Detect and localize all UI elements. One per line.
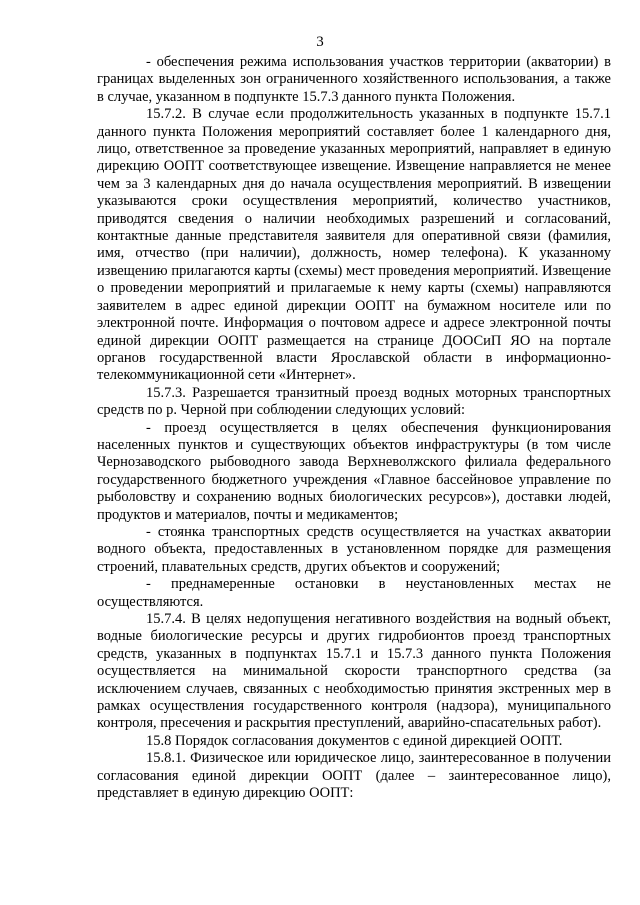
paragraph-bullet-parking: - стоянка транспортных средств осуществляется на участках акватории водного объекта, предоставленных в установленном порядке для размещения строений, плавательных средств, других объектов и сооружений; (97, 523, 611, 575)
paragraph-15-7-2: 15.7.2. В случае если продолжительность указанных в подпункте 15.7.1 данного пункта Положения мероприятий составляет более 1 календарного дня, лицо, ответственное за проведение указанных мероприятий, направляет в единую дирекцию ООПТ соответствующее извещение. Извещение направляется не менее чем за 3 календарных дня до начала осуществления мероприятий. В извещении указываются сроки осуществления мероприятий, количество участников, приводятся сведения о наличии необходимых разрешений и согласований, контактные данные представителя заявителя для оперативной связи (фамилия, имя, отчество (при наличии), должность, номер телефона). К указанному извещению прилагаются карты (схемы) мест проведения мероприятий. Извещение о проведении мероприятий и прилагаемые к нему карты (схемы) направляются заявителем в адрес единой дирекции ООПТ на бумажном носителе или по электронной почте. Информация о почтовом адресе и адресе электронной почты единой дирекции ООПТ размещается на странице ДООСиП ЯО на портале органов государственной власти Ярославской области в информационно-телекоммуникационной сети «Интернет». (97, 106, 611, 384)
paragraph-15-7-3: 15.7.3. Разрешается транзитный проезд водных моторных транспортных средств по р. Черной при соблюдении следующих условий: (97, 384, 611, 419)
page-number: 3 (316, 34, 324, 50)
document-body (97, 54, 611, 802)
paragraph-15-8-1: 15.8.1. Физическое или юридическое лицо, заинтересованное в получении согласования единой дирекции ООПТ (далее – заинтересованное лицо), представляет в единую дирекцию ООПТ: (97, 750, 611, 802)
paragraph-bullet-transit: - проезд осуществляется в целях обеспечения функционирования населенных пунктов и существующих объектов инфраструктуры (в том числе Чернозаводского рыбоводного завода Верхневолжского филиала федерального государственного бюджетного учреждения «Главное бассейновое управление по рыболовству и сохранению водных биологических ресурсов»), доставки людей, продуктов и материалов, почты и медикаментов; (97, 419, 611, 523)
paragraph-bullet-regime: - обеспечения режима использования участков территории (акватории) в границах выделенных зон ограниченного хозяйственного использования, а также в случае, указанном в подпункте 15.7.3 данного пункта Положения. (97, 54, 611, 105)
paragraph-15-8: 15.8 Порядок согласования документов с единой дирекцией ООПТ. (146, 732, 563, 749)
paragraph-bullet-stops: - преднамеренные остановки в неустановленных местах не осуществляются. (97, 576, 611, 610)
paragraph-15-7-4: 15.7.4. В целях недопущения негативного воздействия на водный объект, водные биологические ресурсы и других гидробионтов проезд транспортных средств, указанных в подпунктах 15.7.1 и 15.7.3 данного пункта Положения осуществляется на минимальной скорости транспортного средства (за исключением случаев, связанных с необходимостью принятия экстренных мер в рамках осуществления государственного контроля (надзора), муниципального контроля, пресечения и раскрытия преступлений, аварийно-спасательных работ). (97, 611, 611, 732)
